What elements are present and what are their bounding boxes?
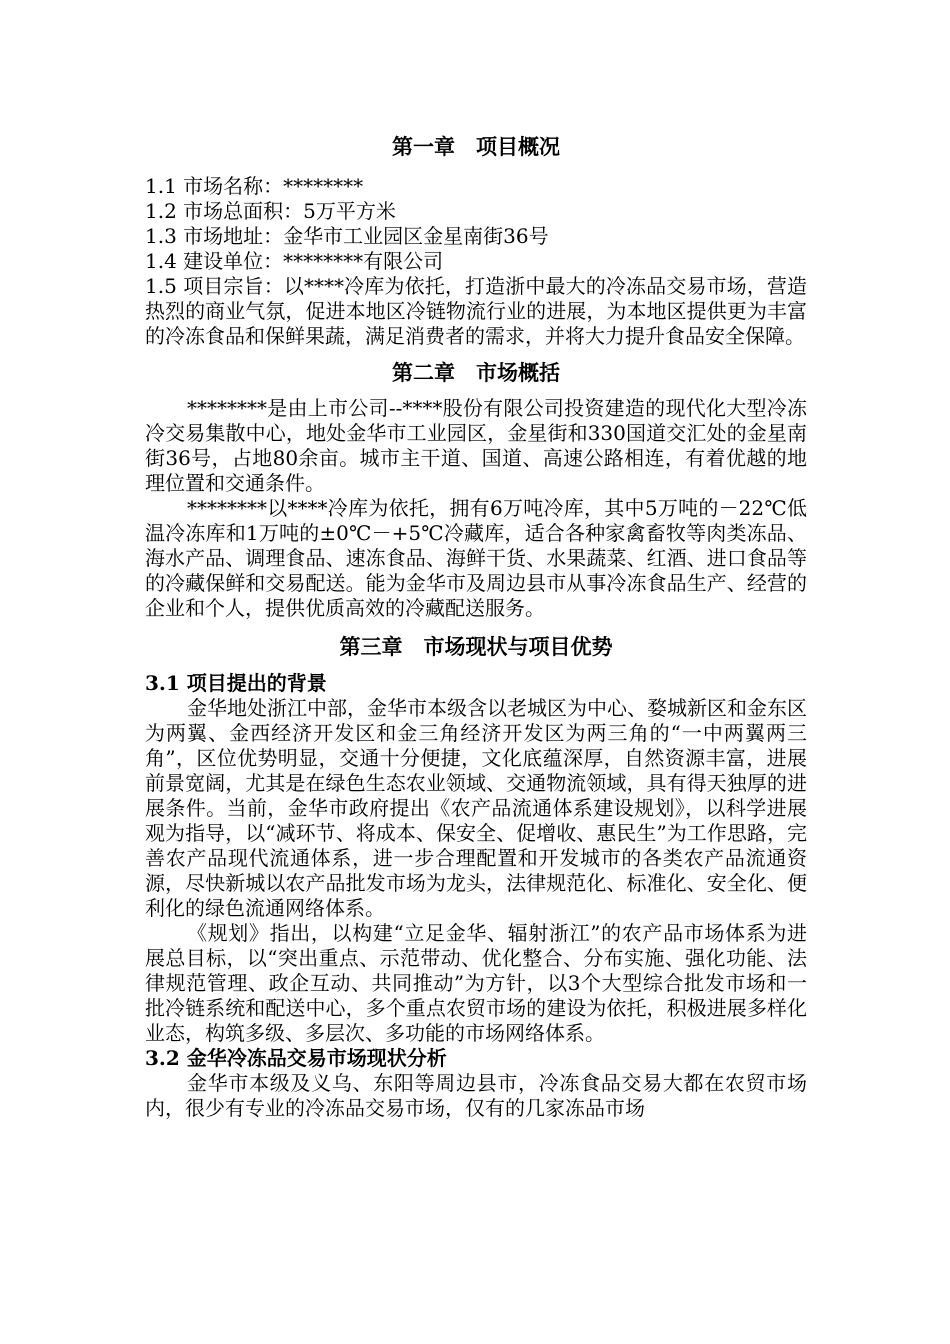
chapter-2-paragraph-1: ********是由上市公司--****股份有限公司投资建造的现代化大型冷冻冷交易集散中心，地处金华市工业园区，金星街和330国道交汇处的金星南街36号，占地80余亩。城市主干道、国道、高速公路相连，有着优越的地理位置和交通条件。	[145, 396, 807, 495]
document-page	[145, 134, 807, 1121]
section-3-2-paragraph-1: 金华市本级及义乌、东阳等周边县市，冷冻食品交易大都在农贸市场内，很少有专业的冷冻品交易市场，仅有的几家冻品市场	[145, 1071, 807, 1120]
item-construction-unit: 1.4 建设单位：********有限公司	[145, 249, 444, 273]
chapter-2-paragraph-2: ********以****冷库为依托，拥有6万吨冷库，其中5万吨的－22℃低温冷冻库和1万吨的±0℃－+5℃冷藏库，适合各种家禽畜牧等肉类冻品、海水产品、调理食品、速冻食品、海鲜干货、水果蔬菜、红酒、进口食品等的冷藏保鲜和交易配送。能为金华市及周边县市从事冷冻食品生产、经营的企业和个人，提供优质高效的冷藏配送服务。	[145, 496, 807, 620]
item-market-name: 1.1 市场名称：********	[145, 174, 364, 198]
chapter-1-title: 第一章 项目概况	[392, 134, 560, 159]
item-project-purpose: 1.5 项目宗旨：以****冷库为依托，打造浙中最大的冷冻品交易市场，营造热烈的商业气氛，促进本地区冷链物流行业的进展，为本地区提供更为丰富的冷冻食品和保鲜果蔬，满足消费者的需求，并将大力提升食品安全保障。	[145, 274, 807, 348]
item-market-address: 1.3 市场地址：金华市工业园区金星南街36号	[145, 224, 549, 248]
item-market-area: 1.2 市场总面积：5万平方米	[145, 199, 396, 223]
section-3-2-heading: 3.2 金华冷冻品交易市场现状分析	[145, 1046, 447, 1070]
section-3-1-heading: 3.1 项目提出的背景	[145, 671, 327, 695]
chapter-2-title: 第二章 市场概括	[392, 360, 560, 385]
section-3-1-paragraph-1: 金华地处浙江中部，金华市本级含以老城区为中心、婺城新区和金东区为两翼、金西经济开发区和金三角经济开发区为两三角的“一中两翼两三角”，区位优势明显，交通十分便捷，文化底蕴深厚，自然资源丰富，进展前景宽阔，尤其是在绿色生态农业领域、交通物流领域，具有得天独厚的进展条件。当前，金华市政府提出《农产品流通体系建设规划》，以科学进展观为指导，以“减环节、将成本、保安全、促增收、惠民生”为工作思路，完善农产品现代流通体系，进一步合理配置和开发城市的各类农产品流通资源，尽快新城以农产品批发市场为龙头，法律规范化、标准化、安全化、便利化的绿色流通网络体系。	[145, 696, 807, 920]
section-3-1-paragraph-2: 《规划》指出，以构建“立足金华、辐射浙江”的农产品市场体系为进展总目标，以“突出重点、示范带动、优化整合、分布实施、强化功能、法律规范管理、政企互动、共同推动”为方针，以3个大型综合批发市场和一批冷链系统和配送中心，多个重点农贸市场的建设为依托，积极进展多样化业态，构筑多级、多层次、多功能的市场网络体系。	[145, 921, 807, 1045]
chapter-3-title: 第三章 市场现状与项目优势	[339, 634, 613, 659]
